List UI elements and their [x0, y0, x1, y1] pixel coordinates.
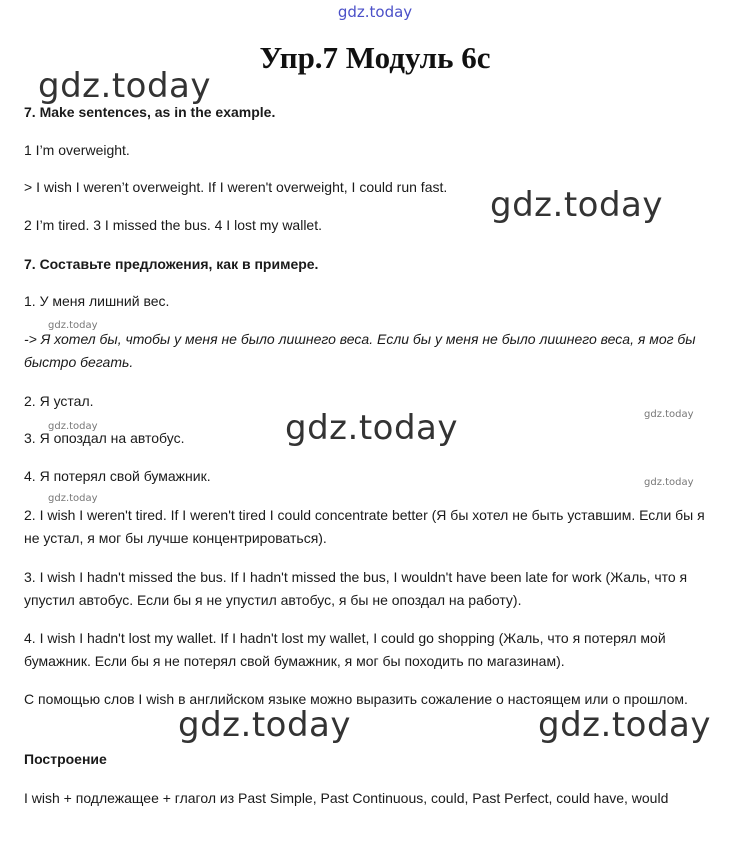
- watermark-large: gdz.today: [285, 408, 458, 448]
- example-sentence: 1 I’m overweight.: [24, 142, 130, 158]
- ru-item-1: 1. У меня лишний вес.: [24, 293, 170, 309]
- construction-formula: I wish + подлежащее + глагол из Past Simple, Past Continuous, could, Past Perfect, could have, would: [24, 790, 669, 806]
- example-answer: > I wish I weren’t overweight. If I weren't overweight, I could run fast.: [24, 179, 448, 195]
- answer-4: 4. I wish I hadn't lost my wallet. If I hadn't lost my wallet, I could go shopping (Жаль, что я потерял мой бумажник. Если бы я не потерял свой бумажник, я мог бы походить по магазинам).: [24, 630, 666, 669]
- watermark-large: gdz.today: [178, 705, 351, 745]
- ru-item-2: 2. Я устал.: [24, 393, 94, 409]
- ru-item-4: 4. Я потерял свой бумажник.: [24, 468, 211, 484]
- grammar-note: С помощью слов I wish в английском языке можно выразить сожаление о настоящем или о прошлом.: [24, 691, 688, 707]
- page-title: Упр.7 Модуль 6c: [259, 40, 491, 75]
- watermark-small: gdz.today: [644, 477, 694, 488]
- watermark-small: gdz.today: [48, 493, 98, 504]
- answer-2: 2. I wish I weren't tired. If I weren't tired I could concentrate better (Я бы хотел не быть уставшим. Если бы я не устал, я мог бы лучше концентрироваться).: [24, 507, 705, 546]
- exercise-items: 2 I’m tired. 3 I missed the bus. 4 I lost my wallet.: [24, 217, 322, 233]
- task-heading-en: 7. Make sentences, as in the example.: [24, 104, 276, 120]
- watermark-large: gdz.today: [490, 185, 663, 225]
- watermark-small: gdz.today: [644, 409, 694, 420]
- ru-item-1-answer: -> Я хотел бы, чтобы у меня не было лишнего веса. Если бы у меня не было лишнего веса, я мог бы быстро бегать.: [24, 331, 696, 370]
- watermark-small: gdz.today: [48, 320, 98, 331]
- task-heading-ru: 7. Составьте предложения, как в примере.: [24, 256, 319, 272]
- watermark-small: gdz.today: [48, 421, 98, 432]
- ru-item-3: 3. Я опоздал на автобус.: [24, 430, 185, 446]
- answer-3: 3. I wish I hadn't missed the bus. If I hadn't missed the bus, I wouldn't have been late for work (Жаль, что я упустил автобус. Если бы я не упустил автобус, я бы не опоздал на работу).: [24, 569, 688, 608]
- watermark-large: gdz.today: [38, 66, 211, 106]
- watermark-top: gdz.today: [337, 3, 413, 21]
- watermark-large: gdz.today: [538, 705, 711, 745]
- construction-heading: Построение: [24, 751, 107, 767]
